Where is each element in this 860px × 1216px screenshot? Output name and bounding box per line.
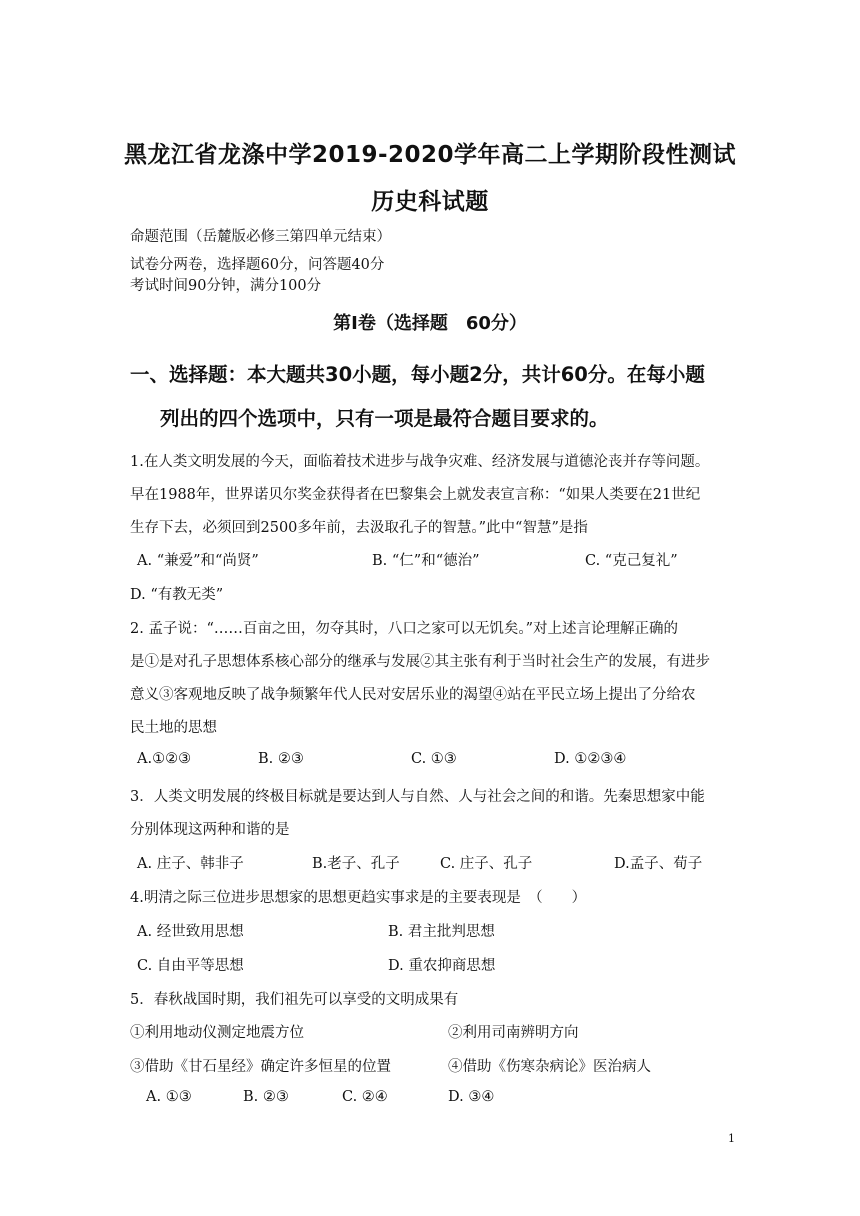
q2-option-b: B. ②③	[258, 751, 304, 767]
q1-option-c: C. “克己复礼”	[585, 553, 678, 569]
instructions-heading-line2: 列出的四个选项中，只有一项是最符合题目要求的。	[160, 407, 609, 430]
section-title: 第Ⅰ卷（选择题 60分）	[333, 313, 527, 334]
exam-title: 黑龙江省龙涤中学2019-2020学年高二上学期阶段性测试	[123, 142, 737, 168]
exam-subtitle: 历史科试题	[371, 189, 489, 215]
q5-item: ②利用司南辨明方向	[448, 1025, 579, 1041]
q1-line: 早在1988年，世界诺贝尔奖金获得者在巴黎集会上就发表宣言称：“如果人类要在21世纪	[130, 487, 701, 503]
q2-line: 2. 孟子说：“……百亩之田，勿夺其时，八口之家可以无饥矣。”对上述言论理解正确的	[130, 621, 679, 637]
meta-time: 考试时间90分钟，满分100分	[130, 278, 322, 294]
q3-line: 3．人类文明发展的终极目标就是要达到人与自然、人与社会之间的和谐。先秦思想家中能	[130, 789, 705, 805]
q2-option-a: A.①②③	[137, 751, 192, 767]
q3-option-c: C. 庄子、孔子	[440, 856, 533, 872]
q1-line: 生存下去，必须回到2500多年前，去汲取孔子的智慧。”此中“智慧”是指	[130, 520, 588, 536]
q1-line: 1.在人类文明发展的今天，面临着技术进步与战争灾难、经济发展与道德沦丧并存等问题。	[130, 454, 710, 470]
q5-item: ③借助《甘石星经》确定许多恒星的位置	[130, 1059, 391, 1075]
q5-item: ④借助《伤寒杂病论》医治病人	[448, 1059, 651, 1075]
q4-line: 4.明清之际三位进步思想家的思想更趋实事求是的主要表现是 （ ）	[130, 890, 587, 906]
meta-structure: 试卷分两卷，选择题60分，问答题40分	[130, 257, 385, 273]
q2-option-c: C. ①③	[411, 751, 457, 767]
q4-option-b: B. 君主批判思想	[388, 924, 495, 940]
q1-option-d: D. “有教无类”	[130, 587, 224, 603]
q4-option-c: C. 自由平等思想	[137, 958, 244, 974]
q5-option-d: D. ③④	[448, 1089, 495, 1105]
q2-option-d: D. ①②③④	[554, 751, 627, 767]
q2-line: 意义③客观地反映了战争频繁年代人民对安居乐业的渴望④站在平民立场上提出了分给农	[130, 687, 696, 703]
page-number: 1	[728, 1132, 735, 1145]
q3-option-a: A. 庄子、韩非子	[137, 856, 244, 872]
q5-line: 5．春秋战国时期，我们祖先可以享受的文明成果有	[130, 992, 459, 1008]
q2-line: 民土地的思想	[130, 720, 217, 736]
q5-option-c: C. ②④	[342, 1089, 388, 1105]
q1-option-a: A. “兼爱”和“尚贤”	[137, 553, 259, 569]
q2-line: 是①是对孔子思想体系核心部分的继承与发展②其主张有利于当时社会生产的发展，有进步	[130, 654, 710, 670]
meta-scope: 命题范围（岳麓版必修三第四单元结束）	[130, 229, 391, 245]
instructions-heading-line1: 一、选择题：本大题共30小题，每小题2分，共计60分。在每小题	[130, 363, 705, 386]
q5-item: ①利用地动仪测定地震方位	[130, 1025, 304, 1041]
q4-option-d: D. 重农抑商思想	[388, 958, 496, 974]
q4-option-a: A. 经世致用思想	[137, 924, 244, 940]
q1-option-b: B. “仁”和“德治”	[372, 553, 480, 569]
q3-line: 分别体现这两种和谐的是	[130, 822, 290, 838]
q5-option-a: A. ①③	[146, 1089, 192, 1105]
q3-option-d: D.孟子、荀子	[614, 856, 703, 872]
q3-option-b: B.老子、孔子	[312, 856, 400, 872]
q5-option-b: B. ②③	[243, 1089, 289, 1105]
